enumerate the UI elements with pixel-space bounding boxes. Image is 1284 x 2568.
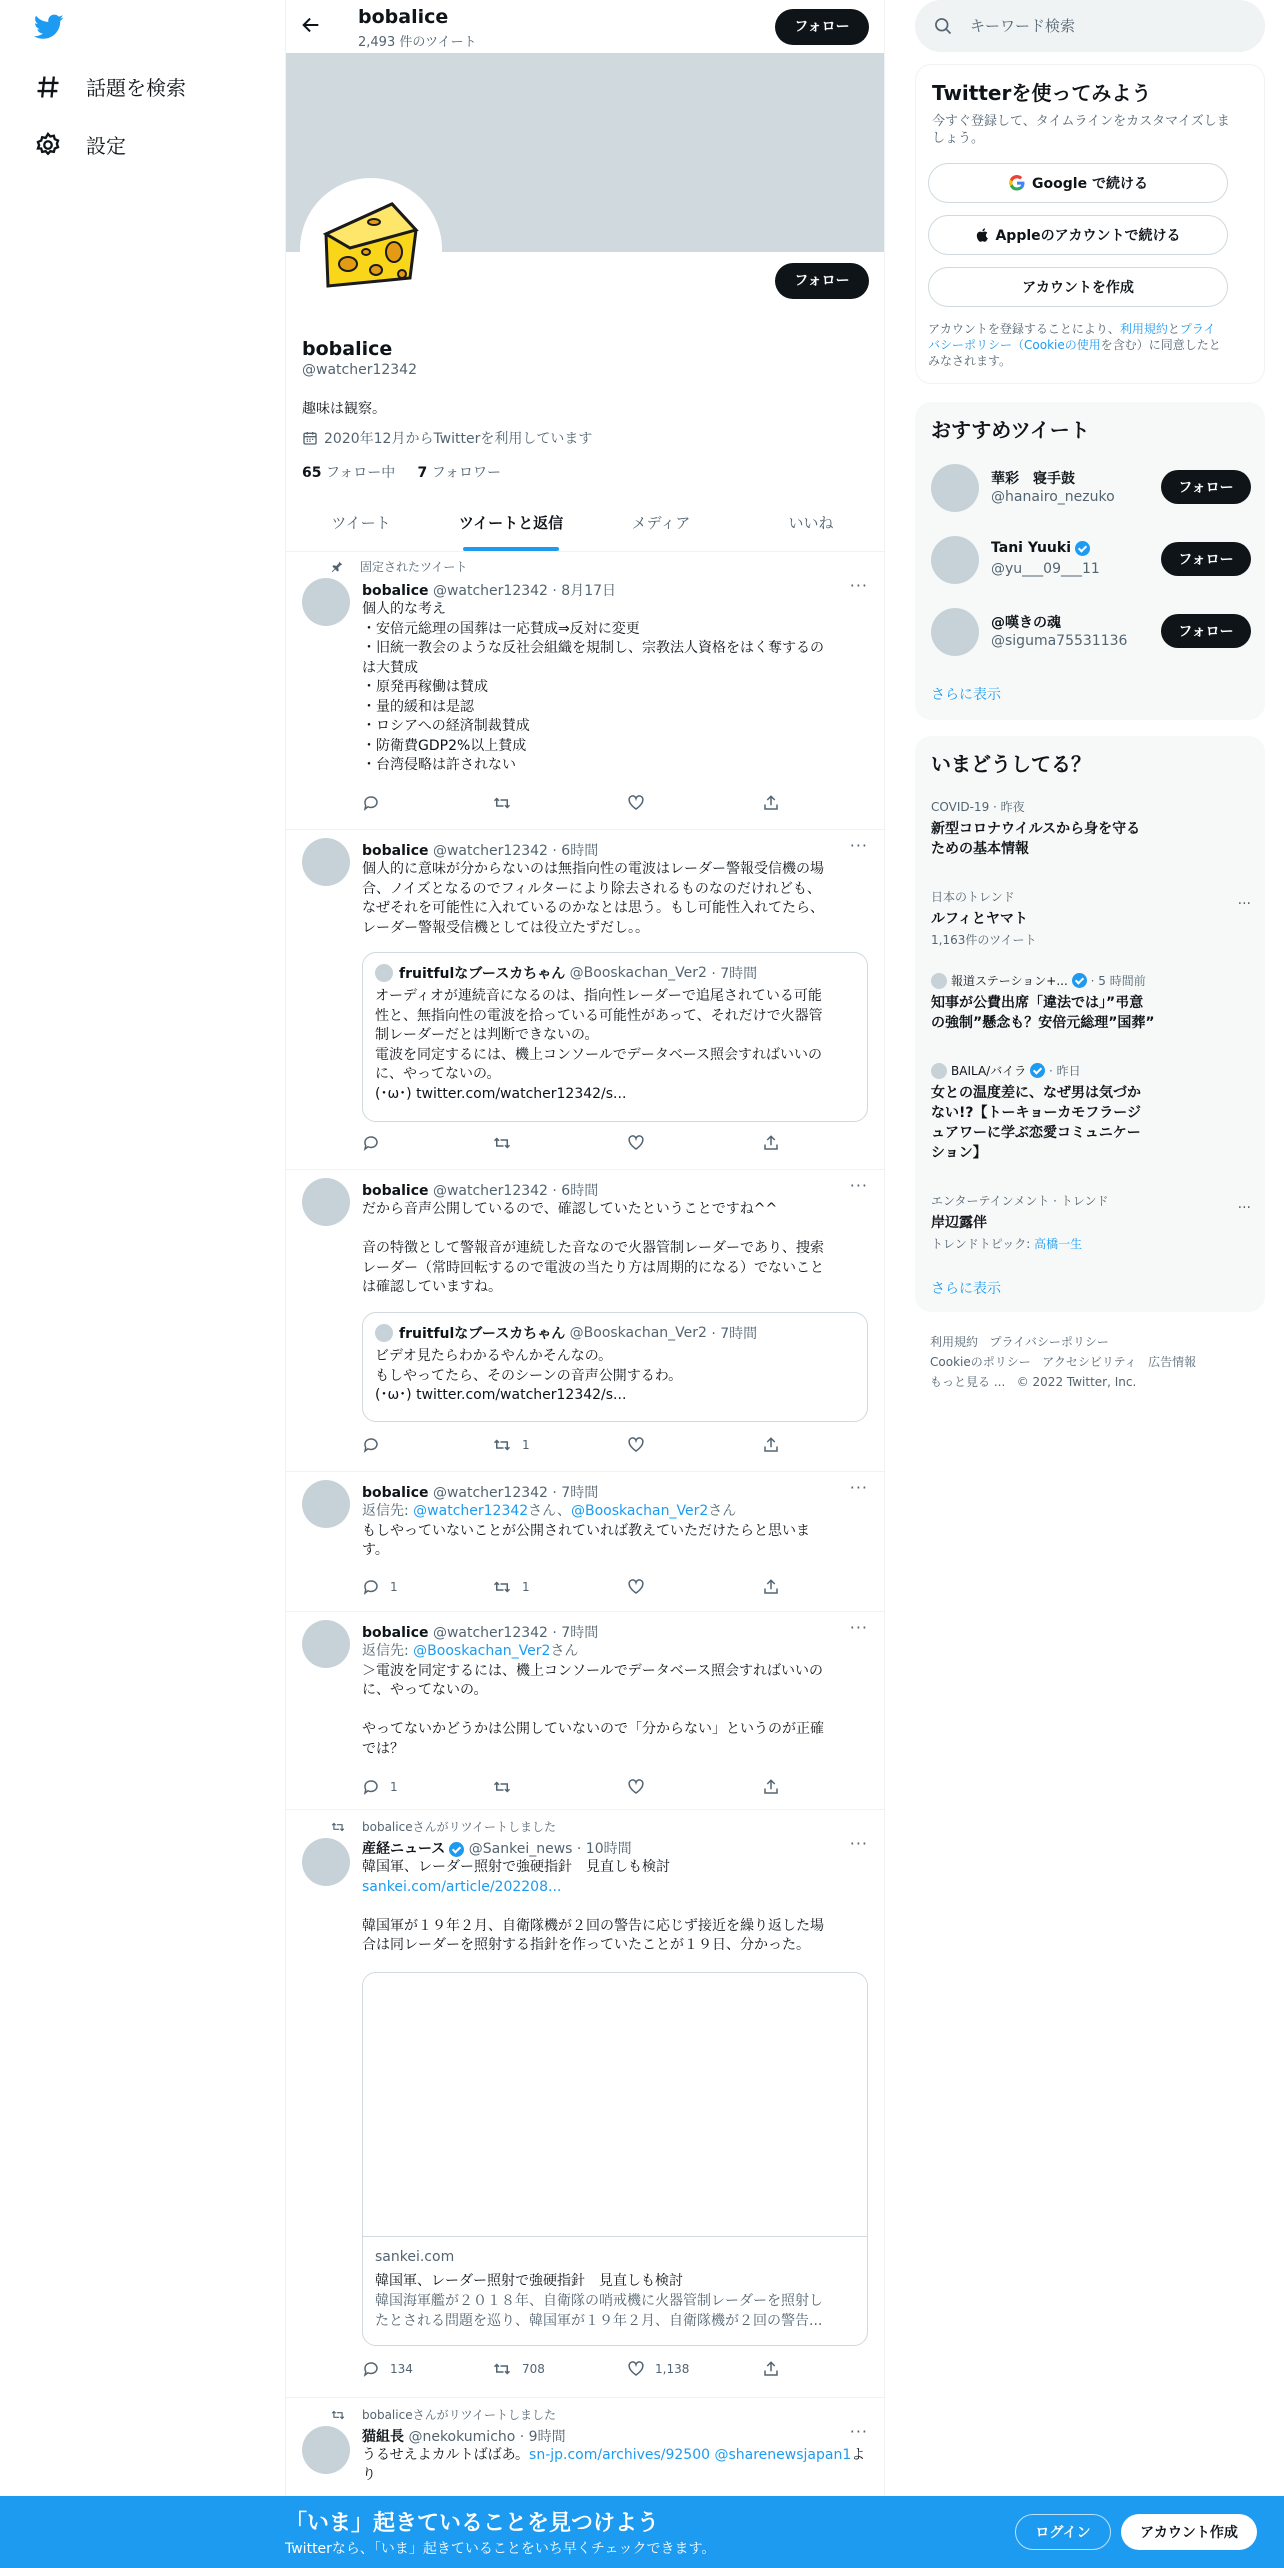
followers-label: フォロワー xyxy=(431,465,502,481)
tweet-author-handle[interactable]: @watcher12342 xyxy=(432,1485,548,1501)
retweet-button[interactable] xyxy=(492,2360,545,2378)
footer-link[interactable]: アクセシビリティ xyxy=(1042,1355,1137,1369)
more-options-icon[interactable]: ··· xyxy=(849,1834,868,1853)
google-icon xyxy=(1008,174,1026,192)
signup-button[interactable]: アカウント作成 xyxy=(1121,2514,1257,2550)
profile-joined xyxy=(302,428,592,448)
heart-icon xyxy=(627,1578,645,1596)
twitter-logo-icon[interactable] xyxy=(34,14,64,40)
quoted-tweet[interactable] xyxy=(362,952,868,1122)
search-input[interactable]: キーワード検索 xyxy=(970,17,1076,35)
tweet-actions xyxy=(362,1436,802,1456)
reply-count: 1 xyxy=(390,1580,398,1594)
recommended-user[interactable] xyxy=(931,536,1251,590)
following-link[interactable] xyxy=(302,465,395,481)
recommended-panel xyxy=(915,402,1265,720)
profile-handle: @watcher12342 xyxy=(302,362,417,378)
main-column xyxy=(285,0,885,2568)
show-more-link[interactable]: さらに表示 xyxy=(931,687,1001,703)
recommended-user[interactable] xyxy=(931,464,1251,518)
left-nav xyxy=(0,0,285,2568)
tab-media-label: メディア xyxy=(631,514,691,532)
like-button[interactable] xyxy=(627,1578,655,1596)
retweet-button[interactable] xyxy=(492,1436,530,1454)
quote-avatar xyxy=(375,964,393,982)
calendar-icon xyxy=(302,430,318,446)
tweet-author-name[interactable]: bobalice xyxy=(362,1485,429,1501)
signup-terms: アカウントを登録することにより、利用規約とプライ バシーポリシー（Cookieの使用を含む）に同意したと みなされます。 xyxy=(928,322,1221,368)
reply-button[interactable] xyxy=(362,1778,398,1796)
avatar[interactable] xyxy=(302,1480,350,1528)
link-card-description: 韓国海軍艦が２０１８年、自衛隊の哨戒機に火器管制レーダーを照射し たとされる問題を巡り、韓国軍が１９年２月、自衛隊機が２回の警告... xyxy=(375,2293,823,2329)
share-icon xyxy=(762,1436,780,1454)
apple-signin-button[interactable] xyxy=(928,215,1228,255)
tweet-text: うるせえよカルトばばあ。sn-jp.com/archives/92500 @sharenewsjapan1よ り xyxy=(362,2447,866,2483)
retweet-icon xyxy=(492,1134,512,1152)
share-button[interactable] xyxy=(762,2360,790,2378)
tweet-text: だから音声公開しているので、確認していたということですね^^ 音の特徴として警報音が連続した音なので火器管制レーダーであり、捜索 レーダー（常時回転するので電波の当たり方は周期的になる）でないこと は確認していますね。 xyxy=(362,1201,824,1295)
reply-icon xyxy=(362,1134,380,1152)
quote-author-handle: @Booskachan_Ver2 xyxy=(569,1325,707,1341)
like-button[interactable] xyxy=(627,1778,655,1796)
recommended-user-name[interactable]: Tani Yuuki xyxy=(991,540,1090,556)
search-box[interactable] xyxy=(915,0,1265,52)
trend-category: COVID-19 · 昨夜 xyxy=(931,800,1025,814)
cookie-link[interactable]: バシーポリシー（Cookieの使用 xyxy=(928,338,1101,352)
retweet-small-icon xyxy=(330,2408,346,2422)
article-link[interactable]: sn-jp.com/archives/92500 xyxy=(529,2447,711,2463)
tweet[interactable] xyxy=(286,1612,885,1810)
share-icon xyxy=(762,794,780,812)
tweet-text: 返信先: @Booskachan_Ver2さん ＞電波を同定するには、機上コンソールでデータベース照会すればいいの に、やってないの。 やってないかどうかは公開していないので「分からない」というのが正確 では？ xyxy=(362,1642,872,1759)
link-card-image xyxy=(363,1973,868,2237)
like-button[interactable] xyxy=(627,1436,655,1454)
trend-item[interactable] xyxy=(931,1192,1251,1252)
tab-tweets-label: ツイート xyxy=(331,514,391,532)
reply-button[interactable] xyxy=(362,2360,413,2378)
tweet-actions xyxy=(362,2360,802,2380)
trend-category: BAILA/バイラ · 昨日 xyxy=(931,1062,1251,1079)
link-card[interactable] xyxy=(362,1972,868,2346)
tweet[interactable] xyxy=(286,1170,885,1472)
avatar[interactable] xyxy=(931,536,979,584)
back-arrow-icon[interactable] xyxy=(300,14,322,36)
search-icon xyxy=(933,16,953,36)
quote-header xyxy=(375,963,757,983)
tweet-header xyxy=(362,840,598,860)
quote-author-name: fruitfulなブースカちゃん xyxy=(399,966,566,982)
tweet-time[interactable]: · 6時間 xyxy=(552,843,599,859)
pin-icon xyxy=(330,560,344,574)
tweet-author-handle[interactable]: @nekokumicho xyxy=(408,2429,516,2445)
tweet[interactable] xyxy=(286,1810,885,2398)
recommended-user-name[interactable]: 華彩 寝手鼓 xyxy=(991,471,1075,487)
tweet-actions xyxy=(362,1134,802,1154)
tweet-header xyxy=(362,1838,632,1858)
retweet-icon xyxy=(492,794,512,812)
trend-category: エンターテインメント · トレンド xyxy=(931,1194,1109,1208)
tweet-author-name[interactable]: 猫組長 xyxy=(362,2429,404,2445)
verified-badge-icon xyxy=(1030,1063,1045,1078)
tweet-actions xyxy=(362,1578,802,1598)
trend-topic-link[interactable]: 高橋一生 xyxy=(1034,1237,1083,1251)
like-button[interactable] xyxy=(627,2360,689,2378)
trends-panel xyxy=(915,736,1265,1312)
like-button[interactable] xyxy=(627,794,655,812)
quote-header xyxy=(375,1323,757,1343)
tweet-author-name[interactable]: bobalice xyxy=(362,583,429,599)
like-button[interactable] xyxy=(627,1134,655,1152)
trend-item[interactable] xyxy=(931,1062,1251,1163)
tweet-text: 個人的な考え ・安倍元総理の国葬は一応賛成⇒反対に変更 ・旧統一教会のような反社会組織を規制し、宗教法人資格をはく奪するの は大賛成 ・原発再稼働は賛成 ・量的緩和は是認 ・ロシアへの経済制裁賛成 ・防衛費GDP2%以上賛成 ・台湾侵略は許されない xyxy=(362,601,824,773)
cheese-avatar-image xyxy=(304,182,438,316)
bottom-bar-subtitle: Twitterなら、「いま」起きていることをいち早くチェックできます。 xyxy=(285,2541,716,2557)
profile-tabs xyxy=(286,500,885,552)
gear-icon xyxy=(34,131,62,159)
follow-button[interactable]: フォロー xyxy=(1161,470,1251,504)
tweet-author-name[interactable]: bobalice xyxy=(362,1625,429,1641)
more-options-icon[interactable]: ··· xyxy=(849,1478,868,1497)
tweet-header xyxy=(362,1180,598,1200)
profile-name: bobalice xyxy=(302,338,393,360)
tweet[interactable] xyxy=(286,830,885,1170)
reply-button[interactable] xyxy=(362,1578,398,1596)
profile-follow-stats xyxy=(302,462,501,482)
copyright: © 2022 Twitter, Inc. xyxy=(1016,1375,1137,1389)
retweet-button[interactable] xyxy=(492,1134,522,1152)
reply-count: 1 xyxy=(390,1780,398,1794)
avatar[interactable] xyxy=(931,464,979,512)
login-button[interactable]: ログイン xyxy=(1015,2514,1111,2550)
share-icon xyxy=(762,2360,780,2378)
terms-link[interactable]: 利用規約 xyxy=(1119,322,1168,336)
tweet-time[interactable]: · 7時間 xyxy=(552,1625,599,1641)
tweet-author-handle[interactable]: @watcher12342 xyxy=(432,843,548,859)
trend-title: 新型コロナウイルスから身を守る ための基本情報 xyxy=(931,821,1141,857)
trend-category: 日本のトレンド xyxy=(931,890,1015,904)
avatar[interactable] xyxy=(302,578,350,626)
retweet-context xyxy=(330,1818,556,1835)
retweet-icon xyxy=(492,1436,512,1454)
trends-title: いまどうしてる？ xyxy=(931,752,1091,776)
apple-icon xyxy=(975,226,991,244)
privacy-link[interactable]: プライ xyxy=(1179,322,1216,336)
share-button[interactable] xyxy=(762,1578,790,1596)
recommended-user-name[interactable]: @嘆きの魂 xyxy=(991,615,1061,631)
recommended-user-handle: @yu___09___11 xyxy=(991,561,1100,577)
followers-count: 7 xyxy=(417,465,428,481)
more-options-icon[interactable]: ··· xyxy=(849,2422,868,2441)
mention-link[interactable]: @sharenewsjapan1 xyxy=(714,2447,852,2463)
tab-likes-label: いいね xyxy=(788,514,834,532)
link-card-domain: sankei.com xyxy=(375,2249,455,2265)
trend-title: 女との温度差に、なぜ男は気づか ない!?【トーキョーカモフラージ ュアワーに学ぶ恋愛コミュニケー ション】 xyxy=(931,1085,1141,1161)
footer-link[interactable]: Cookieのポリシー xyxy=(930,1355,1031,1369)
quoted-tweet[interactable] xyxy=(362,1312,868,1422)
tab-tweets[interactable] xyxy=(286,500,436,551)
retweet-count: 708 xyxy=(522,2362,545,2376)
quote-text: オーディオが連続音になるのは、指向性レーダーで追尾されている可能 性と、無指向性の電波を拾っている可能性があって、それだけで火器管 制レーダーだとは判断できないの。 電波を同定するには、機上コンソールでデータベース照会すればいいの に、やってないの。 (･ω･) twitter.com/watcher12342/s... xyxy=(375,988,823,1102)
avatar[interactable] xyxy=(302,838,350,886)
avatar[interactable] xyxy=(302,1178,350,1226)
profile-bio: 趣味は観察。 xyxy=(302,401,386,417)
signup-subtitle: 今すぐ登録して、タイムラインをカスタマイズしま しょう。 xyxy=(932,114,1230,146)
tweet-header xyxy=(362,1482,598,1502)
tweet-author-handle[interactable]: @watcher12342 xyxy=(432,1183,548,1199)
tweet-author-handle[interactable]: @Sankei_news xyxy=(468,1841,573,1857)
tweet-time[interactable]: · 6時間 xyxy=(552,1183,599,1199)
quote-time: · 7時間 xyxy=(711,1326,758,1342)
avatar[interactable] xyxy=(302,2426,350,2474)
retweet-icon xyxy=(492,1778,512,1796)
recommended-user[interactable] xyxy=(931,608,1251,662)
share-button[interactable] xyxy=(762,1436,790,1454)
reply-icon xyxy=(362,794,380,812)
quote-author-handle: @Booskachan_Ver2 xyxy=(569,965,707,981)
retweet-context-text[interactable]: bobaliceさんがリツイートしました xyxy=(362,1820,556,1834)
heart-icon xyxy=(627,2360,645,2378)
reply-button[interactable] xyxy=(362,1436,390,1454)
retweet-icon xyxy=(492,1578,512,1596)
tweet-author-handle[interactable]: @watcher12342 xyxy=(432,1625,548,1641)
tweet-actions xyxy=(362,794,802,814)
more-options-icon[interactable]: ··· xyxy=(849,576,868,595)
tweet-author-name[interactable]: 産経ニュース xyxy=(362,1841,446,1857)
quote-text: ビデオ見たらわかるやんかそんなの。 もしやってたら、そのシーンの音声公開するわ。 (･ω･) twitter.com/watcher12342/s... xyxy=(375,1348,683,1403)
heart-icon xyxy=(627,794,645,812)
trend-title: 知事が公費出席「違法では」”弔意 の強制”懸念も？安倍元総理”国葬” xyxy=(931,995,1155,1031)
quote-author-name: fruitfulなブースカちゃん xyxy=(399,1326,566,1342)
verified-badge-icon xyxy=(1075,541,1090,556)
tweet-text: 返信先: @watcher12342さん、@Booskachan_Ver2さん もしやっていないことが公開されていれば教えていただけたらと思いま す。 xyxy=(362,1502,872,1561)
recommended-title: おすすめツイート xyxy=(931,418,1090,442)
profile-follow-button[interactable]: フォロー xyxy=(775,263,869,299)
tweet-time[interactable]: · 7時間 xyxy=(552,1485,599,1501)
quote-time: · 7時間 xyxy=(711,966,758,982)
mention-link[interactable]: @Booskachan_Ver2 xyxy=(571,1503,709,1519)
avatar[interactable] xyxy=(931,608,979,656)
avatar[interactable] xyxy=(302,1620,350,1668)
trend-category: 報道ステーション+... · 5 時間前 xyxy=(931,972,1251,989)
nav-settings-label: 設定 xyxy=(86,134,126,158)
more-options-icon[interactable]: ··· xyxy=(849,1176,868,1195)
create-account-button[interactable]: アカウントを作成 xyxy=(928,267,1228,307)
like-count: 1,138 xyxy=(655,2362,690,2376)
source-avatar xyxy=(931,1063,947,1079)
header-follow-button[interactable]: フォロー xyxy=(775,9,869,45)
trend-item[interactable] xyxy=(931,972,1251,1033)
tweet-time[interactable]: · 8月17日 xyxy=(552,583,617,599)
retweet-context xyxy=(330,2406,556,2423)
nav-explore-label: 話題を検索 xyxy=(86,76,186,100)
reply-context: 返信先: @watcher12342さん、@Booskachan_Ver2さん xyxy=(362,1503,737,1519)
reply-button[interactable] xyxy=(362,1134,390,1152)
footer-link[interactable]: 利用規約 xyxy=(930,1335,979,1349)
retweet-button[interactable] xyxy=(492,1578,530,1596)
follow-button[interactable]: フォロー xyxy=(1161,542,1251,576)
retweet-icon xyxy=(492,2360,512,2378)
tweet-author-name[interactable]: bobalice xyxy=(362,843,429,859)
reply-button[interactable] xyxy=(362,794,390,812)
signup-bottom-bar xyxy=(0,2496,1284,2568)
share-icon xyxy=(762,1778,780,1796)
reply-icon xyxy=(362,1578,380,1596)
article-link[interactable]: sankei.com/article/202208... xyxy=(362,1878,562,1895)
tweet[interactable] xyxy=(286,1472,885,1612)
profile-avatar[interactable] xyxy=(300,178,442,320)
tweet-actions xyxy=(362,1778,802,1798)
nav-settings[interactable] xyxy=(34,130,126,159)
reply-icon xyxy=(362,1778,380,1796)
tweet-author-handle[interactable]: @watcher12342 xyxy=(432,583,548,599)
bottom-bar-title: 「いま」起きていることを見つけよう xyxy=(285,2511,660,2536)
following-count: 65 xyxy=(302,465,322,481)
reply-count: 134 xyxy=(390,2362,413,2376)
more-options-icon[interactable]: ··· xyxy=(849,1618,868,1637)
more-options-icon[interactable]: ··· xyxy=(1237,1200,1251,1216)
profile-header-bar xyxy=(286,0,885,53)
show-more-link[interactable]: さらに表示 xyxy=(931,1281,1001,1297)
google-signin-button[interactable] xyxy=(928,163,1228,203)
following-label: フォロー中 xyxy=(325,465,396,481)
quote-avatar xyxy=(375,1324,393,1342)
pinned-label-text: 固定されたツイート xyxy=(360,560,468,574)
trend-title: ルフィとヤマト xyxy=(931,911,1028,927)
share-icon xyxy=(762,1134,780,1152)
verified-badge-icon xyxy=(1072,973,1087,988)
apple-signin-label: Appleのアカウントで続ける xyxy=(995,228,1181,244)
followers-link[interactable] xyxy=(418,465,502,481)
footer-links xyxy=(930,1332,1196,1392)
retweet-button[interactable] xyxy=(492,1778,522,1796)
tweet-text: 個人的に意味が分からないのは無指向性の電波はレーダー警報受信機の場 合、ノイズとなるのでフィルターにより除去されるものなのだけれども、 なぜそれを可能性に入れているのかなとは思う。もし可能性入れてたら、 レーダー警報受信機としては役立たずだし。。 xyxy=(362,861,824,936)
retweet-small-icon xyxy=(330,1820,346,1834)
trend-item[interactable] xyxy=(931,888,1251,948)
heart-icon xyxy=(627,1134,645,1152)
tweet-time[interactable]: · 10時間 xyxy=(576,1841,632,1857)
reply-context: 返信先: @Booskachan_Ver2さん xyxy=(362,1643,579,1659)
pinned-label xyxy=(330,558,467,575)
footer-link[interactable]: プライバシーポリシー xyxy=(989,1335,1109,1349)
mention-link[interactable]: @watcher12342 xyxy=(413,1503,529,1519)
reply-icon xyxy=(362,1436,380,1454)
tweet-header xyxy=(362,2426,566,2446)
nav-explore[interactable] xyxy=(34,72,186,101)
hashtag-icon xyxy=(34,73,62,101)
tab-tweets-replies-label: ツイートと返信 xyxy=(458,514,564,532)
tweet[interactable] xyxy=(286,552,885,830)
trend-tweet-count: 1,163件のツイート xyxy=(931,933,1037,947)
retweet-button[interactable] xyxy=(492,794,522,812)
signup-title: Twitterを使ってみよう xyxy=(932,81,1152,105)
header-tweet-count: 2,493 件のツイート xyxy=(358,35,477,50)
retweet-count: 1 xyxy=(522,1438,530,1452)
retweet-context-text[interactable]: bobaliceさんがリツイートしました xyxy=(362,2408,556,2422)
tweet-text: 韓国軍、レーダー照射で強硬指針 見直しも検討 sankei.com/article/202208... 韓国軍が１９年２月、自衛隊機が２回の警告に応じず接近を繰り返した場 合は同レーダーを照射する指針を作っていたことが１９日、分かった。 xyxy=(362,1858,872,1956)
source-avatar xyxy=(931,973,947,989)
signup-panel xyxy=(915,64,1265,384)
follow-button[interactable]: フォロー xyxy=(1161,614,1251,648)
tab-tweets-replies[interactable] xyxy=(436,500,586,551)
tab-likes[interactable] xyxy=(736,500,885,551)
active-tab-underline xyxy=(463,547,559,551)
tweet-header xyxy=(362,1622,598,1642)
tweet-author-name[interactable]: bobalice xyxy=(362,1183,429,1199)
trend-title: 岸辺露伴 xyxy=(931,1215,987,1231)
profile-joined-text: 2020年12月からTwitterを利用しています xyxy=(324,431,593,447)
verified-badge-icon xyxy=(449,1842,464,1857)
share-button[interactable] xyxy=(762,794,790,812)
tweet-header xyxy=(362,580,616,600)
reply-icon xyxy=(362,2360,380,2378)
footer-more-link[interactable]: もっと見る ... xyxy=(930,1375,1006,1389)
heart-icon xyxy=(627,1778,645,1796)
mention-link[interactable]: @Booskachan_Ver2 xyxy=(413,1643,551,1659)
tweet-time[interactable]: · 9時間 xyxy=(519,2429,566,2445)
more-options-icon[interactable]: ··· xyxy=(849,836,868,855)
header-profile-name: bobalice xyxy=(358,6,449,28)
trend-subtitle: トレンドトピック: 高橋一生 xyxy=(931,1237,1083,1251)
recommended-user-handle: @siguma75531136 xyxy=(991,633,1128,649)
recommended-user-handle: @hanairo_nezuko xyxy=(991,489,1115,505)
tab-media[interactable] xyxy=(586,500,736,551)
share-button[interactable] xyxy=(762,1134,790,1152)
more-options-icon[interactable]: ··· xyxy=(1237,896,1251,912)
link-card-title: 韓国軍、レーダー照射で強硬指針 見直しも検討 xyxy=(375,2273,683,2289)
retweet-count: 1 xyxy=(522,1580,530,1594)
footer-link[interactable]: 広告情報 xyxy=(1148,1355,1197,1369)
google-signin-label: Google で続ける xyxy=(1032,176,1148,192)
trend-item[interactable] xyxy=(931,798,1251,859)
share-button[interactable] xyxy=(762,1778,790,1796)
share-icon xyxy=(762,1578,780,1596)
heart-icon xyxy=(627,1436,645,1454)
avatar[interactable] xyxy=(302,1838,350,1886)
